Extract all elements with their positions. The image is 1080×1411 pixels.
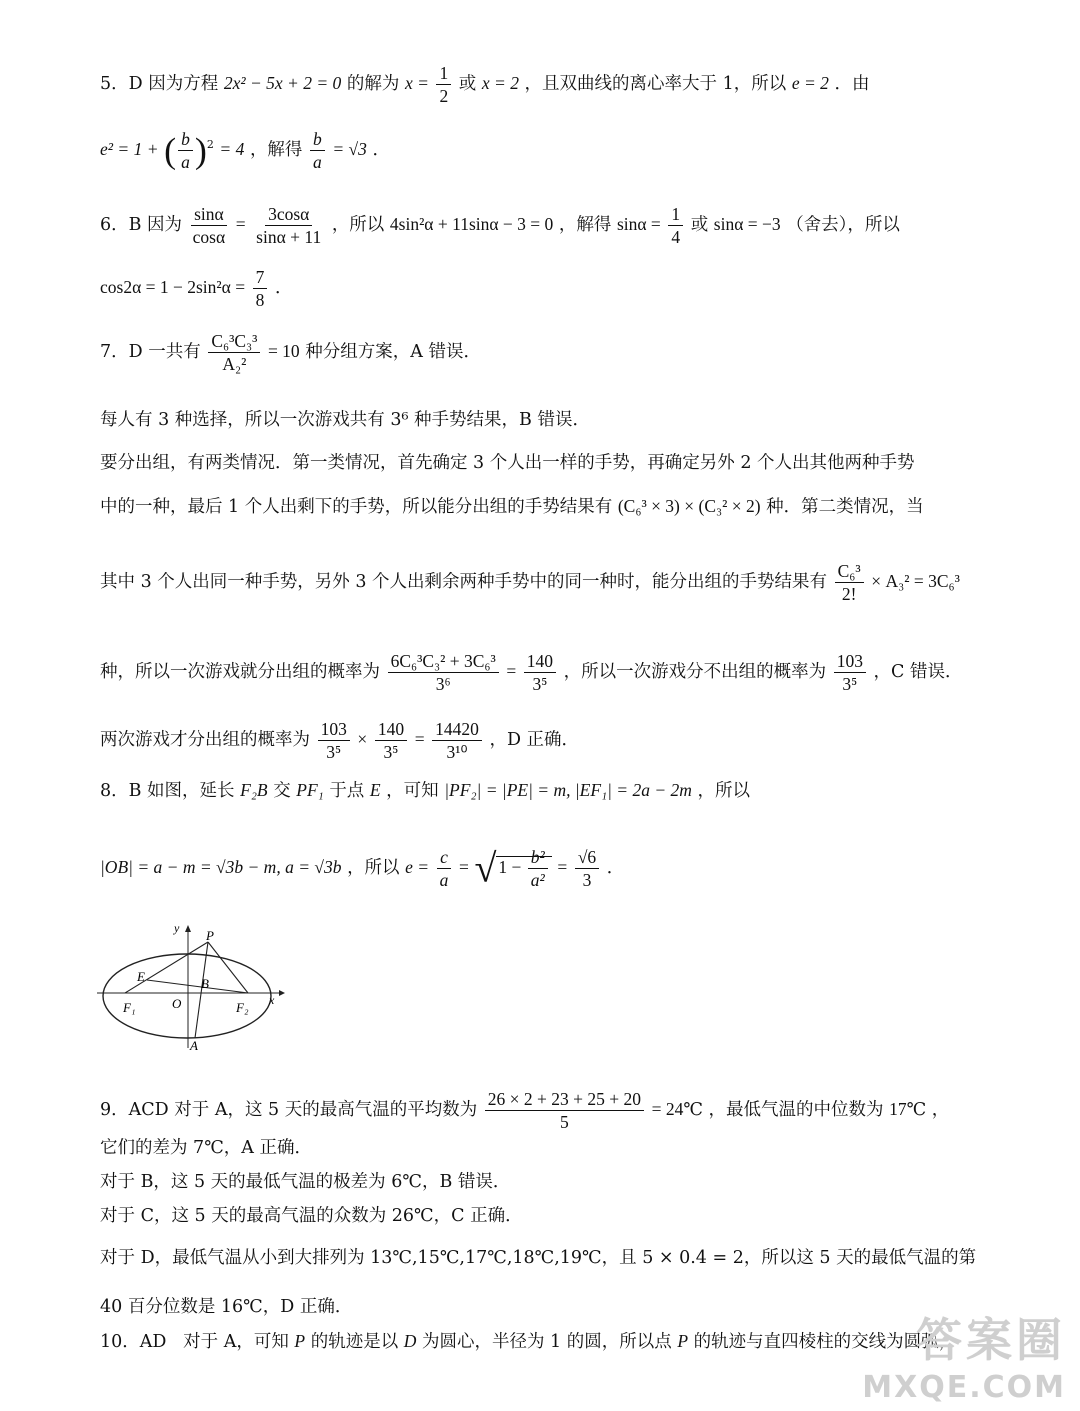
fraction-3cos: $\frac{3\cos\alpha}{\sin\alpha + 11}$ — [256, 204, 322, 247]
label-o: O — [172, 996, 182, 1011]
label-y: y — [174, 921, 180, 935]
fraction-c63-over-2fact: $\frac{\text{C₆³}}{2!}$ — [835, 560, 864, 605]
watermark-logo: 答案圈 MXQE.COM — [862, 1313, 1066, 1405]
label-p: P — [206, 928, 214, 943]
q9-line1: 9．ACD 对于 A，这 5 天的最高气温的平均数为 $\frac{26 \times 2 + 23 + 25 + 20}{5}$ = 24℃ ，最低气温的中位数为 17℃ ， — [100, 1089, 950, 1132]
q8-line1: 8．B 如图，延长 F₂B 交 PF₁ 于点 E ，可知 |PF₂| = |PE| = m, |EF₁| = 2a − 2m ，所以 — [100, 780, 751, 801]
label-b: B — [201, 976, 209, 991]
q8-line2: |OB| = a − m = √3b − m, a = √3b ，所以 e = $\frac{c}{a}$ = √ 1 − $\frac{\text{b²}}{\text{a²}}$ = $\frac{√6}{3}$ ． — [100, 845, 625, 891]
label-f2: F₂ — [236, 1000, 249, 1015]
q9-line2: 它们的差为 7℃，A 正确． — [100, 1138, 312, 1158]
q7-line3: 要分出组，有两类情况．第一类情况，首先确定 3 个人出一样的手势，再确定另外 2 个人出其他两种手势 — [100, 453, 915, 473]
q7-line4: 中的一种，最后 1 个人出剩下的手势，所以能分出组的手势结果有 (C₆³ × 3) × (C₃² × 2) 种．第二类情况，当 — [100, 496, 924, 517]
q6-line1: 6．B 因为 $\frac{\sin\alpha}{\cos\alpha}$ = $\frac{3\cos\alpha}{\sin\alpha + 11}$ ，所以 4sin²α + 11sinα − 3 = 0 ，解得 sinα = $\frac{1}{4}$ 或 sinα = −3 （舍去），所以 — [100, 204, 900, 247]
ellipse — [103, 954, 271, 1038]
segment-pf1 — [125, 942, 208, 993]
label-a: A — [190, 1038, 198, 1053]
q5-line1: 5．D 因为方程 2x² − 5x + 2 = 0 的解为 x = $\frac{1}{2}$ 或 x = 2 ，且双曲线的离心率大于 1，所以 e = 2 ．由 — [100, 63, 870, 106]
q6-line2: cos2α = 1 − 2sin²α = $\frac{7}{8}$ ． — [100, 267, 293, 310]
fraction-combinations: $\frac{\text{C₆³C₃³}}{\text{A₂²}}$ — [208, 330, 260, 375]
fraction-103: $\frac{103}{\text{3⁵}}$ — [834, 650, 866, 695]
fraction-root6-over-3: $\frac{√6}{3}$ — [575, 846, 599, 891]
fraction-t1: $\frac{103}{\text{3⁵}}$ — [318, 718, 350, 763]
q7-line2: 每人有 3 种选择，所以一次游戏共有 3⁶ 种手势结果，B 错误． — [100, 410, 590, 430]
q9-line5: 对于 D，最低气温从小到大排列为 13℃,15℃,17℃,18℃,19℃，且 5 × 0.4 = 2，所以这 5 天的最低气温的第 — [100, 1248, 977, 1268]
fraction-quarter: $\frac{1}{4}$ — [668, 203, 683, 248]
y-axis-arrow — [185, 925, 191, 932]
fraction-sin-over-cos: $\frac{\sin\alpha}{\cos\alpha}$ — [192, 204, 226, 247]
label-x: x — [269, 993, 275, 1007]
q9-line4: 对于 C，这 5 天的最高气温的众数为 26℃，C 正确． — [100, 1206, 523, 1226]
x-axis-arrow — [279, 990, 285, 996]
fraction-c-over-a: $\frac{c}{a}$ — [437, 846, 452, 891]
fraction-b2-over-a2: $\frac{\text{b²}}{\text{a²}}$ — [528, 846, 548, 891]
label-e: E — [137, 969, 145, 984]
label-f1: F₁ — [123, 1000, 136, 1015]
q9-line6: 40 百分位数是 16℃，D 正确． — [100, 1297, 353, 1317]
q7-line5: 其中 3 个人出同一种手势，另外 3 个人出剩余两种手势中的同一种时，能分出组的手势结果有 $\frac{\text{C₆³}}{2!}$ × A₃² = 3C₆³ — [100, 561, 960, 604]
q5-line2: e² = 1 + ( $\frac{b}{a}$ )$^2$ = 4 ，解得 $\frac{b}{a}$ = √3 ． — [100, 129, 390, 172]
fraction-140: $\frac{140}{\text{3⁵}}$ — [524, 650, 556, 695]
q7-line1: 7．D 一共有 $\frac{\text{C₆³C₃³}}{\text{A₂²}}$ = 10 种分组方案，A 错误． — [100, 331, 481, 374]
fraction-half: $\frac{1}{2}$ — [436, 62, 451, 107]
fraction-b-over-a: $\frac{b}{a}$ — [178, 128, 193, 173]
q10-line1: 10．AD 对于 A，可知 P 的轨迹是以 D 为圆心，半径为 1 的圆，所以点 P 的轨迹与直四棱柱的交线为圆弧， — [100, 1331, 957, 1352]
q9-line3: 对于 B，这 5 天的最低气温的极差为 6℃，B 错误． — [100, 1172, 511, 1192]
fraction-t2: $\frac{140}{\text{3⁵}}$ — [375, 718, 407, 763]
fraction-b-over-a-2: $\frac{b}{a}$ — [310, 128, 325, 173]
ellipse-diagram — [95, 920, 295, 1060]
fraction-probability-1: $\frac{\text{6C₆³C₃² + 3C₆³}}{\text{3⁶}}$ — [388, 650, 499, 695]
segment-pf2 — [208, 942, 248, 993]
fraction-average: $\frac{26 \times 2 + 23 + 25 + 20}{5}$ — [485, 1088, 644, 1133]
q7-line7: 两次游戏才分出组的概率为 $\frac{103}{\text{3⁵}}$ × $\frac{140}{\text{3⁵}}$ = $\frac{14420}{\text{3¹⁰}}$ ，D 正确． — [100, 719, 580, 762]
segment-ef2 — [147, 980, 248, 993]
fraction-t3: $\frac{14420}{\text{3¹⁰}}$ — [432, 718, 482, 763]
q7-line6: 种，所以一次游戏就分出组的概率为 $\frac{\text{6C₆³C₃² + 3C₆³}}{\text{3⁶}}$ = $\frac{140}{\text{3⁵}}$ ，所以一次游戏分不出组的概率为 $\frac{103}{\text{3⁵}}$ ，C 错误． — [100, 651, 963, 694]
fraction-seven-eighths: $\frac{7}{8}$ — [253, 266, 268, 311]
